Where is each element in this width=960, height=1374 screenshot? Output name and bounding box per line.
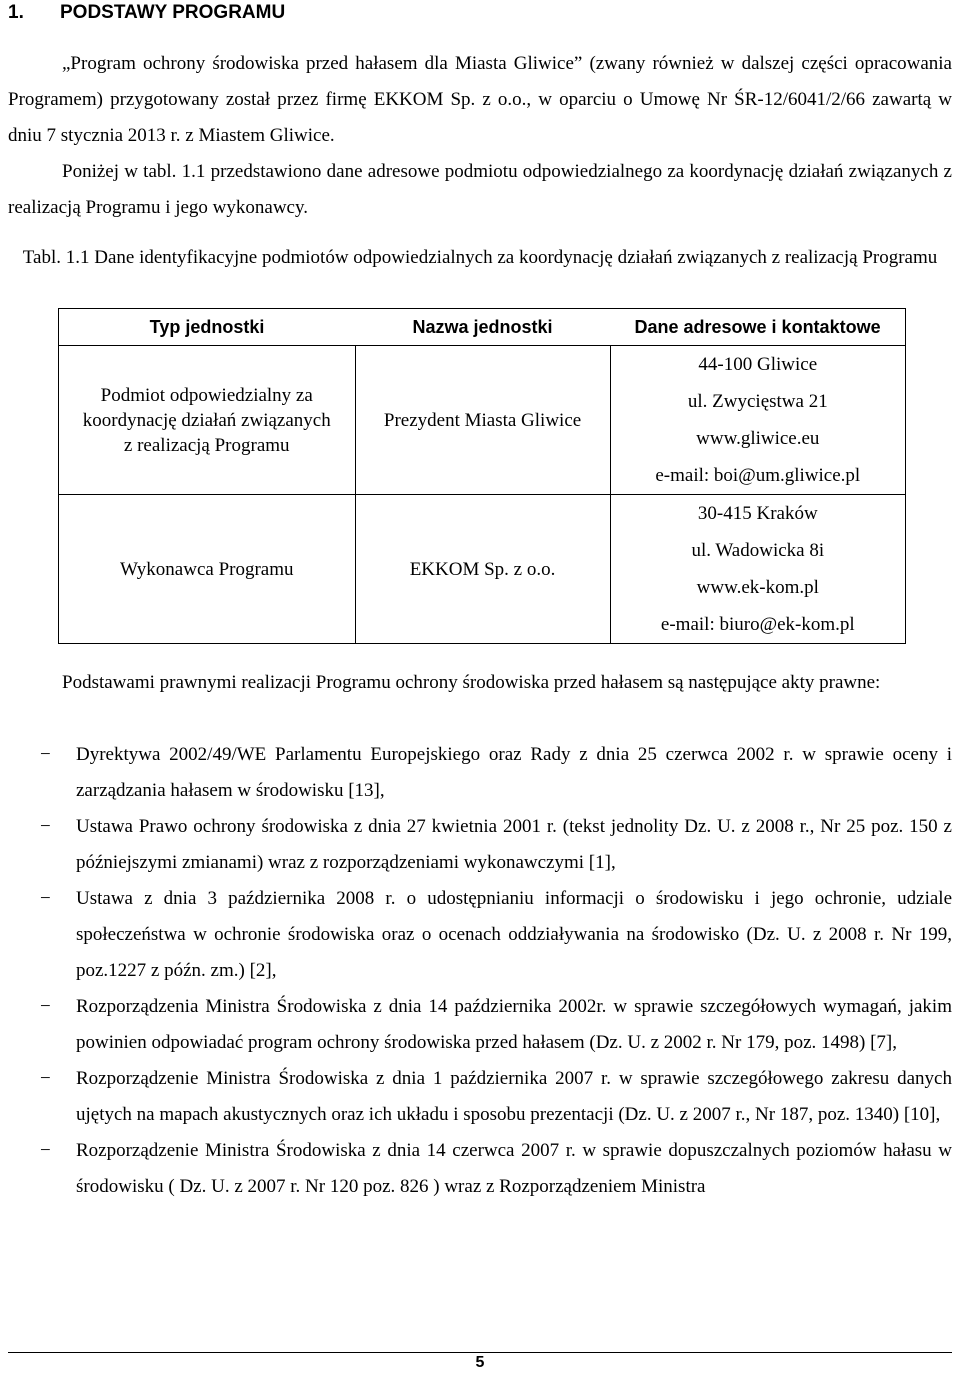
list-dash: −	[40, 1068, 51, 1089]
act-text: Rozporządzenie Ministra Środowiska z dnia 1 października 2007 r. w sprawie szczegółowego zakresu danych ujętych na mapach akustycznych oraz ich układu i sposobu prezentacji (Dz. U. z 2007 r., Nr 187, poz. 1340) [10],	[76, 1068, 952, 1125]
address-website: www.ek-kom.pl	[696, 577, 819, 598]
address-email: e-mail: biuro@ek-kom.pl	[660, 614, 855, 635]
address-street: ul. Wadowicka 8i	[691, 540, 825, 561]
legal-basis-paragraph: Podstawami prawnymi realizacji Programu ochrony środowiska przed hałasem są następujące akty prawne:	[62, 672, 881, 693]
entity-type-text: Podmiot odpowiedzialny za koordynację działań związanych z realizacją Programu	[82, 384, 331, 456]
list-dash: −	[40, 888, 51, 909]
list-item	[8, 989, 952, 1061]
table-header-row	[59, 309, 906, 346]
address-website: www.gliwice.eu	[696, 428, 820, 449]
list-item	[8, 809, 952, 881]
table-row	[59, 346, 906, 495]
address-email: e-mail: boi@um.gliwice.pl	[655, 465, 861, 486]
cell-entity-name: EKKOM Sp. z o.o.	[355, 495, 610, 644]
column-header-address: Dane adresowe i kontaktowe	[610, 309, 905, 346]
cell-entity-type	[59, 346, 356, 495]
list-item	[8, 1061, 952, 1133]
act-text: Ustawa Prawo ochrony środowiska z dnia 27 kwietnia 2001 r. (tekst jednolity Dz. U. z 2008 r., Nr 25 poz. 150 z późniejszymi zmianami) wraz z rozporządzeniami wykonawczymi [1],	[76, 816, 952, 873]
entities-table	[58, 308, 906, 644]
act-text: Dyrektywa 2002/49/WE Parlamentu Europejskiego oraz Rady z dnia 25 czerwca 2002 r. w sprawie oceny i zarządzania hałasem w środowisku [13],	[76, 744, 952, 801]
cell-entity-name: Prezydent Miasta Gliwice	[355, 346, 610, 495]
footer-divider	[8, 1352, 952, 1353]
act-text: Rozporządzenie Ministra Środowiska z dnia 14 czerwca 2007 r. w sprawie dopuszczalnych poziomów hałasu w środowisku ( Dz. U. z 2007 r. Nr 120 poz. 826 ) wraz z Rozporządzeniem Ministra	[76, 1140, 952, 1197]
section-title: PODSTAWY PROGRAMU	[60, 2, 286, 23]
column-header-type: Typ jednostki	[59, 309, 356, 346]
table-caption: Tabl. 1.1 Dane identyfikacyjne podmiotów odpowiedzialnych za koordynację działań związanych z realizacją Programu	[22, 247, 938, 268]
page-number: 5	[475, 1354, 485, 1371]
intro-paragraph: „Program ochrony środowiska przed hałasem dla Miasta Gliwice” (zwany również w dalszej części opracowania Programem) przygotowany został przez firmę EKKOM Sp. z o.o., w oparciu o Umowę Nr ŚR-12/6041/2/66 zawartą w dniu 7 stycznia 2013 r. z Miastem Gliwice.	[8, 53, 952, 146]
table-row	[59, 495, 906, 644]
list-dash: −	[40, 744, 51, 765]
list-dash: −	[40, 816, 51, 837]
legal-acts-list	[8, 737, 952, 1205]
cell-entity-address	[610, 346, 905, 495]
section-heading	[8, 0, 285, 26]
act-text: Ustawa z dnia 3 października 2008 r. o udostępnianiu informacji o środowisku i jego ochronie, udziale społeczeństwa w ochronie środowiska oraz o ocenach oddziaływania na środowisko (Dz. U. z 2008 r. Nr 199, poz.1227 z późn. zm.) [2],	[76, 888, 952, 981]
table-reference-paragraph: Poniżej w tabl. 1.1 przedstawiono dane adresowe podmiotu odpowiedzialnego za koordynację działań związanych z realizacją Programu i jego wykonawcy.	[8, 161, 952, 218]
address-street: ul. Zwycięstwa 21	[687, 391, 828, 412]
list-dash: −	[40, 996, 51, 1017]
list-item	[8, 1133, 952, 1205]
act-text: Rozporządzenia Ministra Środowiska z dnia 14 października 2002r. w sprawie szczegółowych wymagań, jakim powinien odpowiadać program ochrony środowiska przed hałasem (Dz. U. z 2002 r. Nr 179, poz. 1498) [7],	[76, 996, 952, 1053]
section-number: 1.	[8, 2, 24, 23]
list-dash: −	[40, 1140, 51, 1161]
address-postcode: 30-415 Kraków	[697, 503, 818, 524]
list-item	[8, 881, 952, 989]
cell-entity-type: Wykonawca Programu	[59, 495, 356, 644]
column-header-name: Nazwa jednostki	[355, 309, 610, 346]
address-postcode: 44-100 Gliwice	[698, 354, 818, 375]
list-item	[8, 737, 952, 809]
cell-entity-address	[610, 495, 905, 644]
